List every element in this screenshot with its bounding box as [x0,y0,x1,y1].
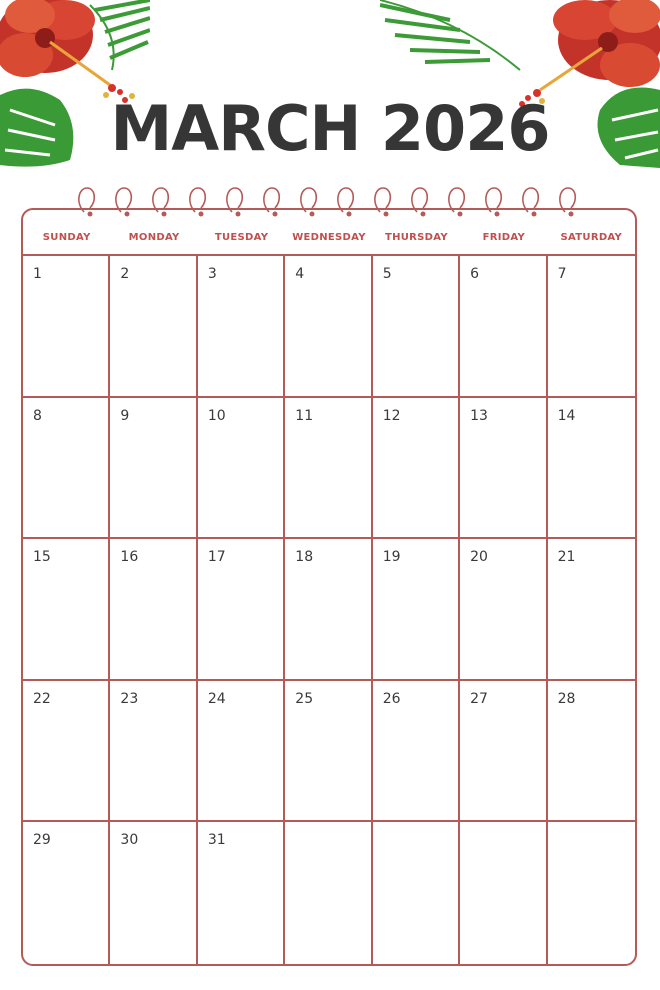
day-cell [198,256,285,398]
day-number: 28 [557,690,576,707]
day-cell [23,539,110,681]
day-number: 1 [33,266,42,282]
day-cell [198,539,285,681]
day-number: 26 [382,690,401,707]
day-number: 10 [207,407,226,424]
day-cell [548,539,635,681]
day-grid [23,256,635,964]
calendar-grid [21,208,637,966]
day-cell [110,681,197,823]
day-number: 25 [295,690,314,707]
day-number: 8 [33,407,42,424]
day-cell [548,398,635,540]
day-number: 31 [207,832,226,849]
day-cell [285,822,372,964]
weekday-thursday: THURSDAY [384,232,448,243]
weekday-saturday: SATURDAY [560,232,623,243]
day-number: 21 [557,549,576,566]
weekday-sunday: SUNDAY [42,232,91,243]
day-cell [548,681,635,823]
day-number: 6 [470,266,480,282]
day-number: 29 [33,832,51,849]
day-cell [198,398,285,540]
day-cell [285,539,372,681]
day-number: 18 [295,549,314,566]
day-cell [110,822,197,964]
day-cell [198,681,285,823]
day-number: 11 [295,407,314,424]
day-cell [460,681,547,823]
day-cell [460,822,547,964]
day-cell [285,398,372,540]
day-cell [548,256,635,398]
weekday-friday: FRIDAY [482,232,526,243]
day-number: 17 [207,549,226,566]
day-number: 9 [120,407,130,424]
day-number: 27 [470,690,488,707]
day-number: 15 [33,549,51,566]
day-cell [23,681,110,823]
day-number: 4 [295,266,305,282]
day-number: 7 [557,266,567,282]
day-number: 30 [120,832,139,849]
day-cell [23,398,110,540]
day-number: 3 [207,266,217,282]
day-number: 16 [120,549,139,566]
day-number: 14 [557,407,576,424]
day-cell [548,822,635,964]
day-cell [110,398,197,540]
day-number: 20 [470,549,488,566]
day-cell [285,681,372,823]
day-number: 23 [120,690,139,707]
day-cell [110,539,197,681]
weekday-monday: MONDAY [128,232,180,243]
day-cell [373,256,460,398]
day-cell [23,256,110,398]
day-cell [460,398,547,540]
day-cell [373,681,460,823]
weekday-tuesday: TUESDAY [214,232,269,243]
weekday-wednesday: WEDNESDAY [292,232,366,243]
day-cell [285,256,372,398]
day-cell [460,539,547,681]
day-cell [373,398,460,540]
palm-leaf-icon [380,0,520,70]
day-number: 19 [382,549,401,566]
day-cell [460,256,547,398]
day-number: 12 [382,407,401,424]
day-cell [110,256,197,398]
day-cell [373,822,460,964]
page-title: MARCH 2026 [110,92,550,165]
day-number: 13 [470,407,488,424]
day-number: 5 [382,266,392,282]
weekday-header [23,210,635,256]
palm-leaf-icon [90,0,150,70]
day-cell [198,822,285,964]
day-number: 2 [120,266,130,282]
day-number: 24 [207,690,226,707]
day-cell [23,822,110,964]
day-number: 22 [33,690,51,707]
day-cell [373,539,460,681]
